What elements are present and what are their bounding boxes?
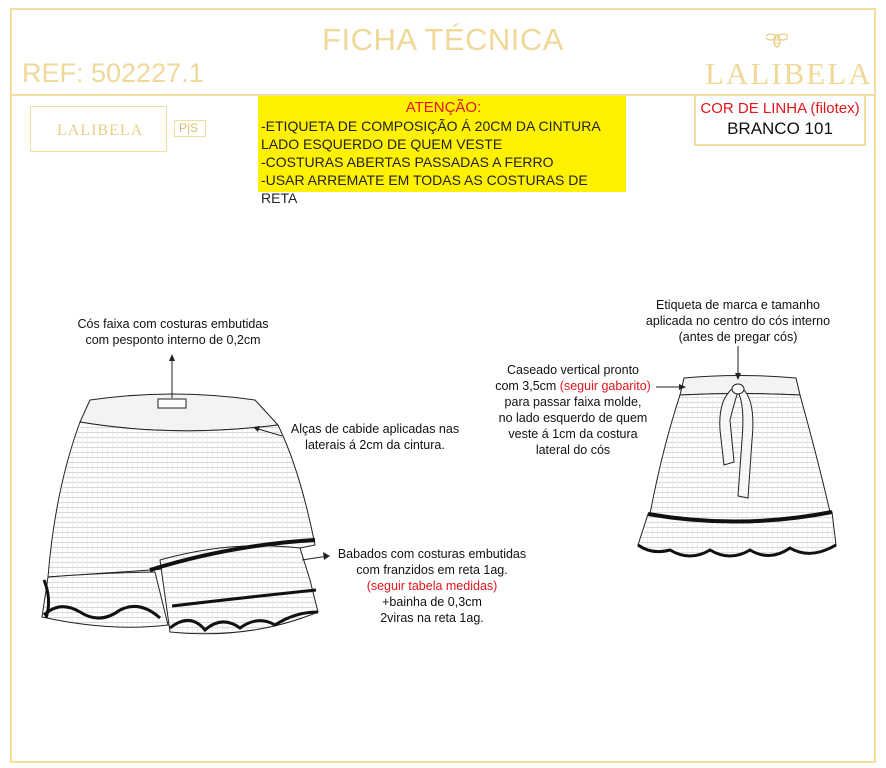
attention-line: -ETIQUETA DE COMPOSIÇÃO Á 20CM DA CINTURA	[261, 118, 601, 134]
page-title: FICHA TÉCNICA	[322, 22, 564, 57]
thread-color-value: BRANCO 101	[727, 119, 833, 138]
size-label-text: P|S	[179, 121, 199, 135]
ruffle-note: Babados com costuras embutidas com franzidos em reta 1ag. (seguir tabela medidas) +bainha de 0,3cm 2viras na reta 1ag.	[337, 547, 527, 625]
attention-line: -USAR ARREMATE EM TODAS AS COSTURAS DE RETA	[261, 172, 588, 206]
reference-code: REF: 502227.1	[22, 58, 204, 88]
attention-line: LADO ESQUERDO DE QUEM VESTE	[261, 136, 503, 152]
thread-color-label: COR DE LINHA (filotex)	[700, 100, 860, 117]
brand-logo-text: LALIBELA	[705, 56, 873, 91]
brand-label-note: Etiqueta de marca e tamanho aplicada no centro do cós interno (antes de pregar cós)	[645, 298, 831, 344]
waistband-note: Cós faixa com costuras embutidas com pesponto interno de 0,2cm	[77, 317, 269, 347]
attention-line: -COSTURAS ABERTAS PASSADAS A FERRO	[261, 154, 554, 170]
brand-label-text: LALIBELA	[57, 122, 144, 139]
buttonhole-note: Caseado vertical pronto com 3,5cm (seguir gabarito) para passar faixa molde, no lado esquerdo de quem veste á 1cm da costura lateral do cós	[495, 363, 651, 457]
hanger-loop-note: Alças de cabide aplicadas nas laterais á 2cm da cintura.	[290, 422, 460, 452]
front-skirt-drawing	[42, 354, 330, 634]
attention-heading: ATENÇÃO:	[405, 99, 482, 116]
